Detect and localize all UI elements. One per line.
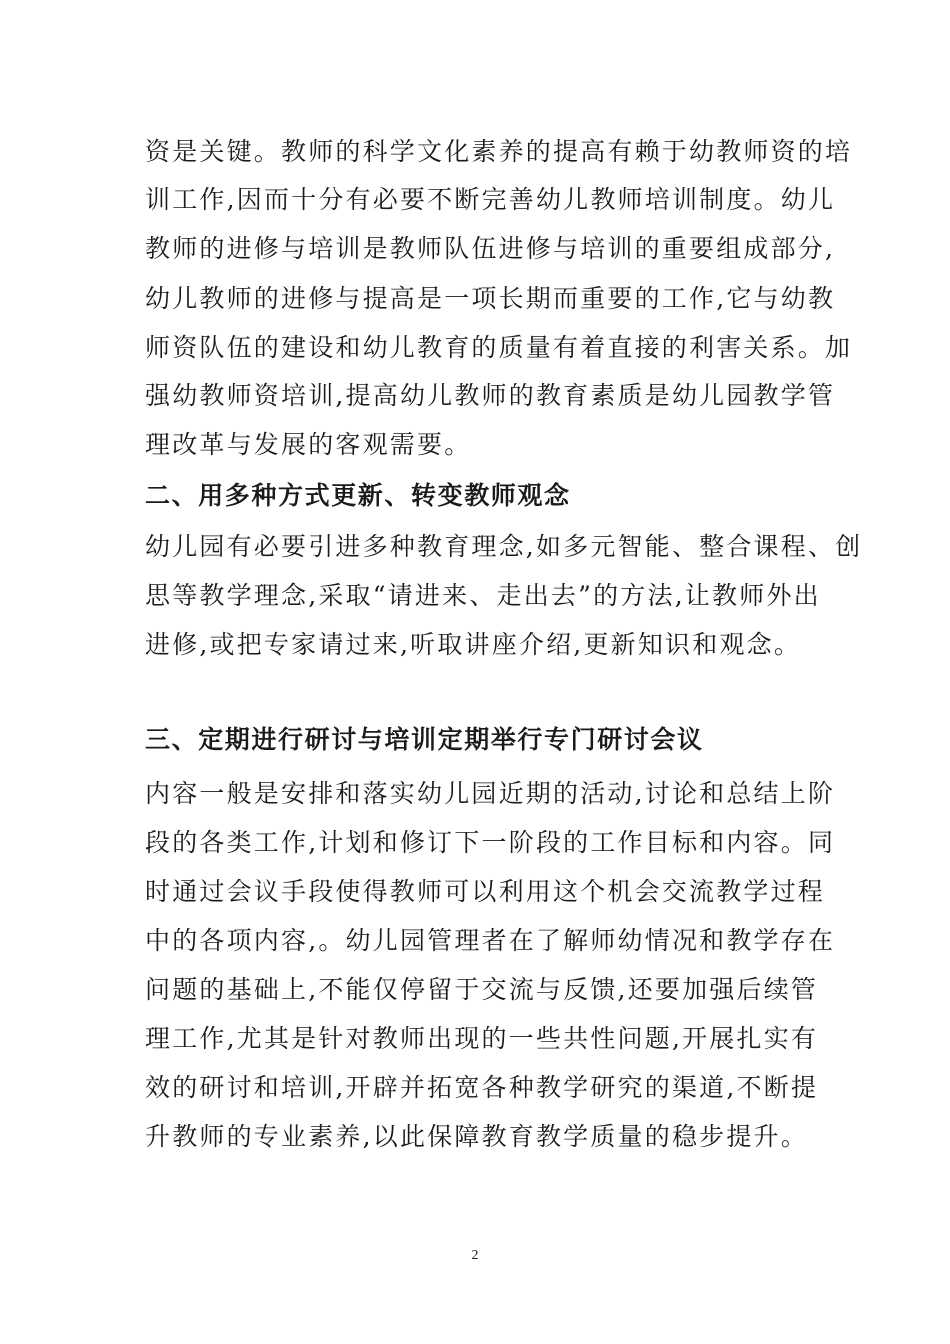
paragraph-1-line-1: 资是关键。教师的科学文化素养的提高有赖于幼教师资的培	[145, 137, 853, 166]
paragraph-3-line-4: 中的各项内容,。幼儿园管理者在了解师幼情况和教学存在	[145, 926, 836, 955]
paragraph-1-line-6: 强幼教师资培训,提高幼儿教师的教育素质是幼儿园教学管	[145, 381, 836, 410]
paragraph-3-line-3: 时通过会议手段使得教师可以利用这个机会交流教学过程	[145, 877, 826, 906]
paragraph-1-line-3: 教师的进修与培训是教师队伍进修与培训的重要组成部分,	[145, 234, 836, 263]
paragraph-3-line-6: 理工作,尤其是针对教师出现的一些共性问题,开展扎实有	[145, 1024, 819, 1053]
paragraph-3-line-8: 升教师的专业素养,以此保障教育教学质量的稳步提升。	[145, 1122, 808, 1151]
paragraph-1-line-2: 训工作,因而十分有必要不断完善幼儿教师培训制度。幼儿	[145, 185, 836, 214]
paragraph-2-line-1: 幼儿园有必要引进多种教育理念,如多元智能、整合课程、创	[145, 532, 863, 561]
page-number: 2	[471, 1248, 479, 1263]
paragraph-3-line-1: 内容一般是安排和落实幼儿园近期的活动,讨论和总结上阶	[145, 779, 836, 808]
paragraph-3-line-2: 段的各类工作,计划和修订下一阶段的工作目标和内容。同	[145, 828, 836, 857]
paragraph-3-line-7: 效的研讨和培训,开辟并拓宽各种教学研究的渠道,不断提	[145, 1073, 819, 1102]
paragraph-1-line-5: 师资队伍的建设和幼儿教育的质量有着直接的利害关系。加	[145, 333, 853, 362]
paragraph-2-line-3: 进修,或把专家请过来,听取讲座介绍,更新知识和观念。	[145, 630, 802, 659]
paragraph-2-line-2: 思等教学理念,采取“请进来、走出去”的方法,让教师外出	[145, 581, 821, 610]
paragraph-1-line-4: 幼儿教师的进修与提高是一项长期而重要的工作,它与幼教	[145, 284, 836, 313]
paragraph-3-line-5: 问题的基础上,不能仅停留于交流与反馈,还要加强后续管	[145, 975, 819, 1004]
paragraph-1-line-7: 理改革与发展的客观需要。	[145, 430, 472, 459]
section-heading-2: 二、用多种方式更新、转变教师观念	[145, 481, 571, 510]
section-heading-3: 三、定期进行研讨与培训定期举行专门研讨会议	[145, 725, 704, 754]
